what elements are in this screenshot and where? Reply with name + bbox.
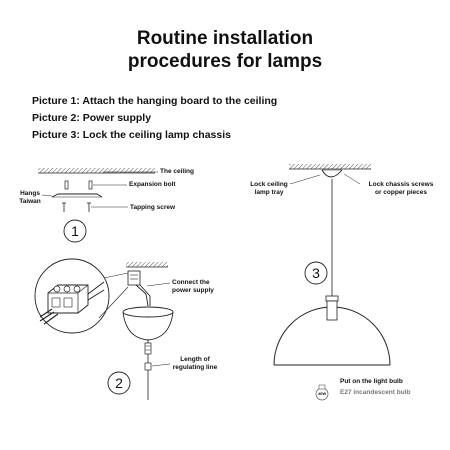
cord-gripper-icon (145, 343, 151, 354)
hanging-board-icon (52, 194, 102, 197)
picture-1-number: 1 (71, 223, 79, 239)
label-connect-power-supply: Connect the power supply (172, 279, 214, 294)
bulb-socket-icon (327, 301, 337, 320)
label-e27-incandescent-bulb: E27 incandescent bulb (340, 389, 411, 396)
terminal-box-icon (128, 271, 140, 285)
length-regulator-icon (145, 363, 151, 370)
step-3-text: Picture 3: Lock the ceiling lamp chassis (32, 129, 231, 141)
bulb-wattage-label: 40W (317, 391, 327, 396)
canopy-bowl-icon (123, 307, 173, 340)
label-put-on-light-bulb: Put on the light bulb (340, 378, 403, 385)
label-lock-chassis-screws: Lock chassis screws or copper pieces (368, 181, 434, 196)
step-2-text: Picture 2: Power supply (32, 112, 152, 124)
label-the-ceiling: The ceiling (160, 168, 194, 175)
label-lock-ceiling-lamp-tray: Lock ceiling lamp tray (250, 181, 288, 196)
label-expansion-bolt: Expansion bolt (129, 181, 176, 188)
page-title-line-1: Routine installation (136, 28, 314, 49)
label-hangs-taiwan: Hangs Taiwan (19, 190, 41, 205)
label-length-of-regulating-line: Length of regulating line (172, 356, 218, 371)
label-tapping-screw: Tapping screw (130, 204, 176, 211)
picture-3-number: 3 (312, 265, 320, 281)
expansion-bolt-icon (65, 181, 92, 189)
ceiling-tray-icon (322, 170, 342, 177)
tapping-screw-icon (62, 203, 91, 212)
step-1-text: Picture 1: Attach the hanging board to the ceiling (32, 95, 278, 107)
page-title-line-2: procedures for lamps (127, 51, 323, 72)
picture-2-number: 2 (115, 375, 123, 391)
picture-3-artwork (274, 164, 390, 400)
picture-2-artwork (35, 259, 173, 400)
